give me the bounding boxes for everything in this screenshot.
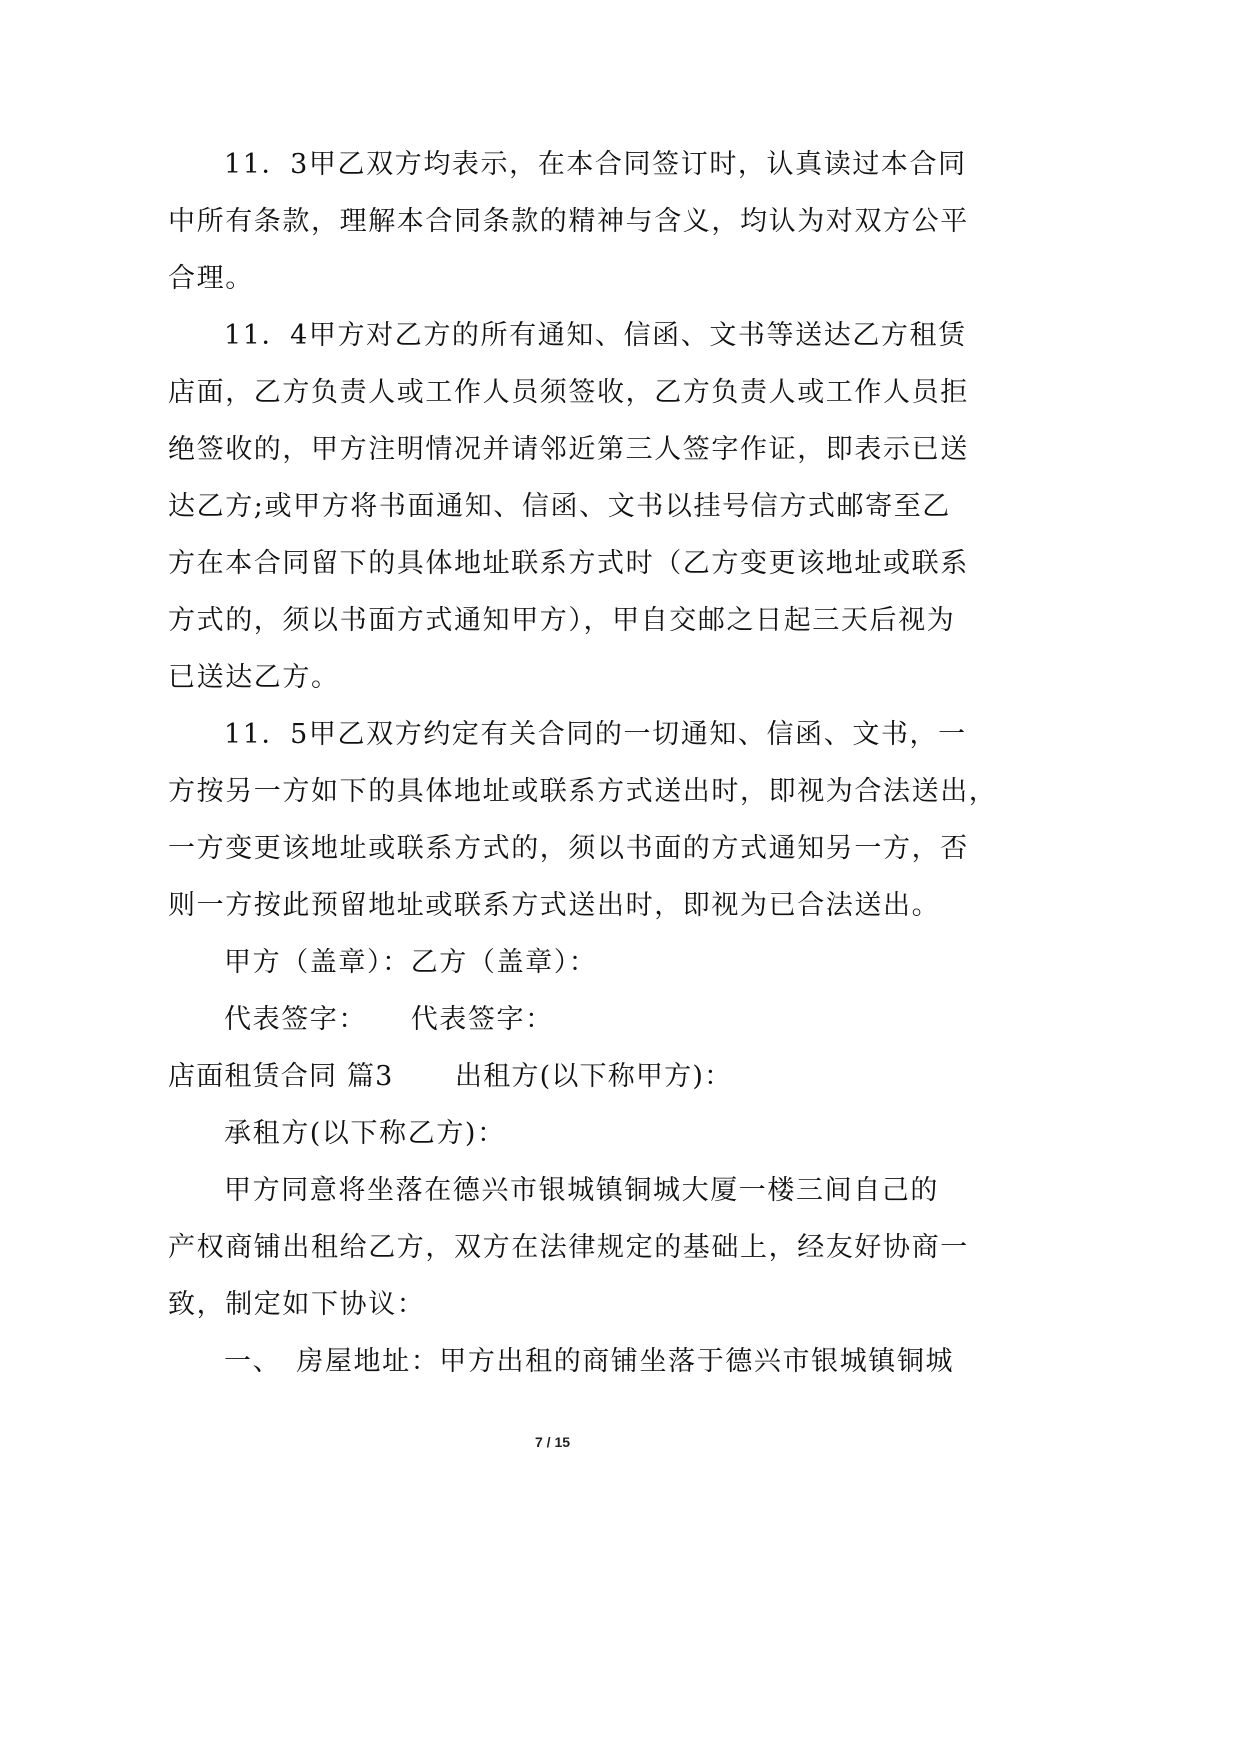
clause-1-house-address: 一、 房屋地址：甲方出租的商铺坐落于德兴市银城镇铜城 xyxy=(224,1346,955,1377)
paragraph-11-4-line-4: 达乙方;或甲方将书面通知、信函、文书以挂号信方式邮寄至乙 xyxy=(168,491,951,522)
agreement-intro-line-2: 产权商铺出租给乙方，双方在法律规定的基础上，经友好协商一 xyxy=(168,1232,969,1263)
paragraph-11-3-line-2: 中所有条款，理解本合同条款的精神与含义，均认为对双方公平 xyxy=(168,206,969,237)
agreement-intro-line-3: 致，制定如下协议： xyxy=(168,1289,426,1320)
paragraph-11-5-line-3: 一方变更该地址或联系方式的，须以书面的方式通知另一方，否 xyxy=(168,833,969,864)
section-heading: 店面租赁合同 篇3 xyxy=(168,1061,394,1092)
agreement-intro-line-1: 甲方同意将坐落在德兴市银城镇铜城大厦一楼三间自己的 xyxy=(224,1175,939,1206)
paragraph-11-4-line-2: 店面，乙方负责人或工作人员须签收，乙方负责人或工作人员拒 xyxy=(168,377,969,408)
party-seal-line: 甲方（盖章）：乙方（盖章）： xyxy=(224,947,598,978)
paragraph-11-3-line-1: 11．3甲乙双方均表示，在本合同签订时，认真读过本合同 xyxy=(224,149,967,180)
representative-signature-line: 代表签字： 代表签字： xyxy=(224,1004,554,1035)
paragraph-11-4-line-5: 方在本合同留下的具体地址联系方式时（乙方变更该地址或联系 xyxy=(168,548,969,579)
paragraph-11-3-line-3: 合理。 xyxy=(168,263,254,294)
paragraph-11-5-line-2: 方按另一方如下的具体地址或联系方式送出时，即视为合法送出， xyxy=(168,776,998,807)
paragraph-11-4-line-3: 绝签收的，甲方注明情况并请邻近第三人签字作证，即表示已送 xyxy=(168,434,969,465)
page-indicator: 7 / 15 xyxy=(534,1434,571,1450)
paragraph-11-4-line-6: 方式的，须以书面方式通知甲方），甲自交邮之日起三天后视为 xyxy=(168,605,956,636)
lessee-label: 承租方(以下称乙方)： xyxy=(224,1118,506,1149)
paragraph-11-4-line-1: 11．4甲方对乙方的所有通知、信函、文书等送达乙方租赁 xyxy=(224,320,967,351)
paragraph-11-4-line-7: 已送达乙方。 xyxy=(168,662,340,693)
lessor-label: 出租方(以下称甲方)： xyxy=(455,1061,733,1092)
paragraph-11-5-line-4: 则一方按此预留地址或联系方式送出时，即视为已合法送出。 xyxy=(168,890,941,921)
paragraph-11-5-line-1: 11．5甲乙双方约定有关合同的一切通知、信函、文书，一 xyxy=(224,719,967,750)
